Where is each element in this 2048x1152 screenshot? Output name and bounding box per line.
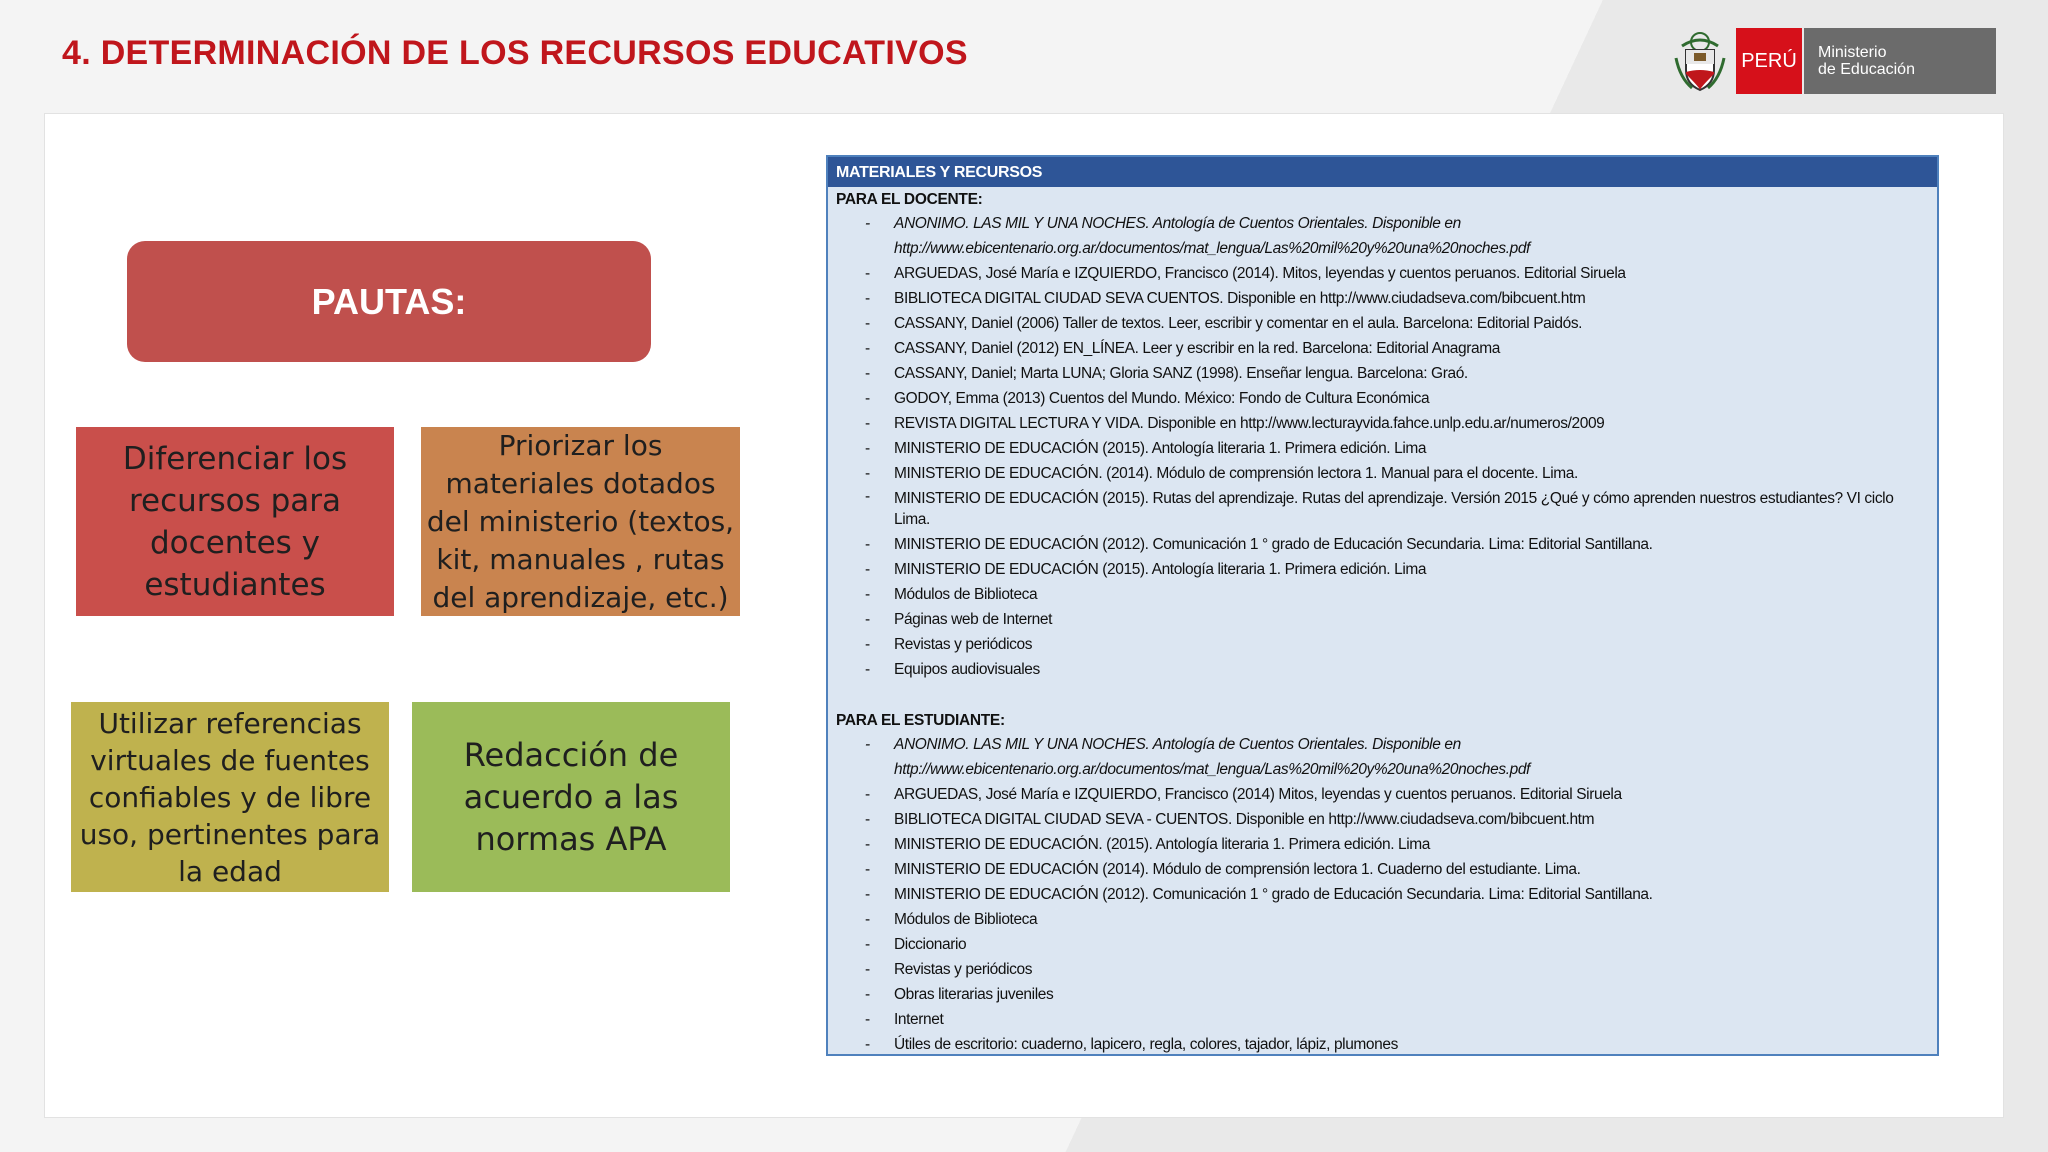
list-item: - Útiles de escritorio: cuaderno, lapicero, regla, colores, tajador, lápiz, plumones [828,1032,1937,1057]
list-item: - Obras literarias juveniles [828,982,1937,1007]
list-item: - MINISTERIO DE EDUCACIÓN (2012). Comunicación 1 ° grado de Educación Secundaria. Lima: Editorial Santillana. [828,882,1937,907]
card-line: Priorizar los [498,428,663,462]
page-title: 4. DETERMINACIÓN DE LOS RECURSOS EDUCATIVOS [62,34,968,72]
guideline-card-prioritize [421,427,740,616]
card-line: estudiantes [144,566,326,603]
list-item-continuation: http://www.ebicentenario.org.ar/documentos/mat_lengua/Las%20mil%20y%20una%20noches.pdf [894,761,1530,778]
coat-of-arms-icon [1672,28,1728,94]
card-line: del ministerio (textos, [426,504,735,538]
list-item: - BIBLIOTECA DIGITAL CIUDAD SEVA CUENTOS. Disponible en http://www.ciudadseva.com/bibcuent.htm [828,286,1937,311]
list-item: - MINISTERIO DE EDUCACIÓN (2012). Comunicación 1 ° grado de Educación Secundaria. Lima: Editorial Santillana. [828,532,1937,557]
list-item: - ARGUEDAS, José María e IZQUIERDO, Francisco (2014). Mitos, leyendas y cuentos peruanos. Editorial Siruela [828,261,1937,286]
list-item: - Revistas y periódicos [828,632,1937,657]
list-item: - Internet [828,1007,1937,1032]
list-item: - ANONIMO. LAS MIL Y UNA NOCHES. Antología de Cuentos Orientales. Disponible en [828,211,1937,236]
list-item: - Módulos de Biblioteca [828,582,1937,607]
card-line: materiales dotados [445,466,716,500]
list-item: - Diccionario [828,932,1937,957]
list-item: - Módulos de Biblioteca [828,907,1937,932]
estudiante-resource-list [828,732,1937,757]
materials-table-header: MATERIALES Y RECURSOS [828,157,1937,187]
list-item: - MINISTERIO DE EDUCACIÓN (2015). Antología literaria 1. Primera edición. Lima [828,436,1937,461]
card-line: del aprendizaje, etc.) [432,580,729,614]
list-item: - CASSANY, Daniel; Marta LUNA; Gloria SANZ (1998). Enseñar lengua. Barcelona: Graó. [828,361,1937,386]
guideline-card-apa [412,702,730,892]
guideline-card-virtual-references [71,702,389,892]
section-title-estudiante: PARA EL ESTUDIANTE: [836,712,1005,729]
card-line: Redacción de [463,736,679,774]
ministry-line-2: de Educación [1818,61,1915,78]
card-line: docentes y [150,524,320,561]
list-item: - Equipos audiovisuales [828,657,1937,682]
docente-resource-list [828,211,1937,236]
card-line: Utilizar referencias [98,706,362,740]
list-item: - MINISTERIO DE EDUCACIÓN. (2014). Módulo de comprensión lectora 1. Manual para el docente. Lima. [828,461,1937,486]
card-line: recursos para [128,482,342,519]
card-line: uso, pertinentes para [79,817,381,851]
pautas-box: PAUTAS: [127,241,651,362]
list-item: - Páginas web de Internet [828,607,1937,632]
peru-badge: PERÚ [1736,28,1802,94]
list-item: - MINISTERIO DE EDUCACIÓN (2014). Módulo de comprensión lectora 1. Cuaderno del estudiante. Lima. [828,857,1937,882]
ministry-badge [1804,28,1996,94]
card-line: confiables y de libre [88,780,372,814]
list-item: - MINISTERIO DE EDUCACIÓN (2015). Rutas del aprendizaje. Rutas del aprendizaje. Versión 2015 ¿Qué y cómo aprenden nuestros estudiantes? VI ciclo Lima. [828,486,1937,532]
card-line: la edad [178,854,282,888]
card-line: kit, manuales , rutas [436,542,725,576]
card-line: acuerdo a las [463,778,679,816]
list-item: - ANONIMO. LAS MIL Y UNA NOCHES. Antología de Cuentos Orientales. Disponible en [828,732,1937,757]
list-item: - Revistas y periódicos [828,957,1937,982]
card-line: virtuales de fuentes [90,743,370,777]
materials-table [826,155,1939,1056]
ministry-line-1: Ministerio [1818,44,1887,61]
list-item: - MINISTERIO DE EDUCACIÓN. (2015). Antología literaria 1. Primera edición. Lima [828,832,1937,857]
list-item-continuation: http://www.ebicentenario.org.ar/documentos/mat_lengua/Las%20mil%20y%20una%20noches.pdf [894,240,1530,257]
card-line: normas APA [475,820,667,858]
guideline-card-differentiate [76,427,394,616]
estudiante-resource-list-cont [828,782,1937,1057]
list-item: - CASSANY, Daniel (2006) Taller de textos. Leer, escribir y comentar en el aula. Barcelona: Editorial Paidós. [828,311,1937,336]
list-item: - BIBLIOTECA DIGITAL CIUDAD SEVA - CUENTOS. Disponible en http://www.ciudadseva.com/bibcuent.htm [828,807,1937,832]
minedu-logo [1672,28,1996,94]
docente-resource-list-cont [828,261,1937,682]
list-item: - REVISTA DIGITAL LECTURA Y VIDA. Disponible en http://www.lecturayvida.fahce.unlp.edu.ar/numeros/2009 [828,411,1937,436]
list-item: - CASSANY, Daniel (2012) EN_LÍNEA. Leer y escribir en la red. Barcelona: Editorial Anagrama [828,336,1937,361]
list-item: - GODOY, Emma (2013) Cuentos del Mundo. México: Fondo de Cultura Económica [828,386,1937,411]
card-line: Diferenciar los [122,440,348,477]
list-item: - MINISTERIO DE EDUCACIÓN (2015). Antología literaria 1. Primera edición. Lima [828,557,1937,582]
section-title-docente: PARA EL DOCENTE: [836,191,983,208]
list-item: - ARGUEDAS, José María e IZQUIERDO, Francisco (2014) Mitos, leyendas y cuentos peruanos. Editorial Siruela [828,782,1937,807]
section-gap [828,682,1937,708]
